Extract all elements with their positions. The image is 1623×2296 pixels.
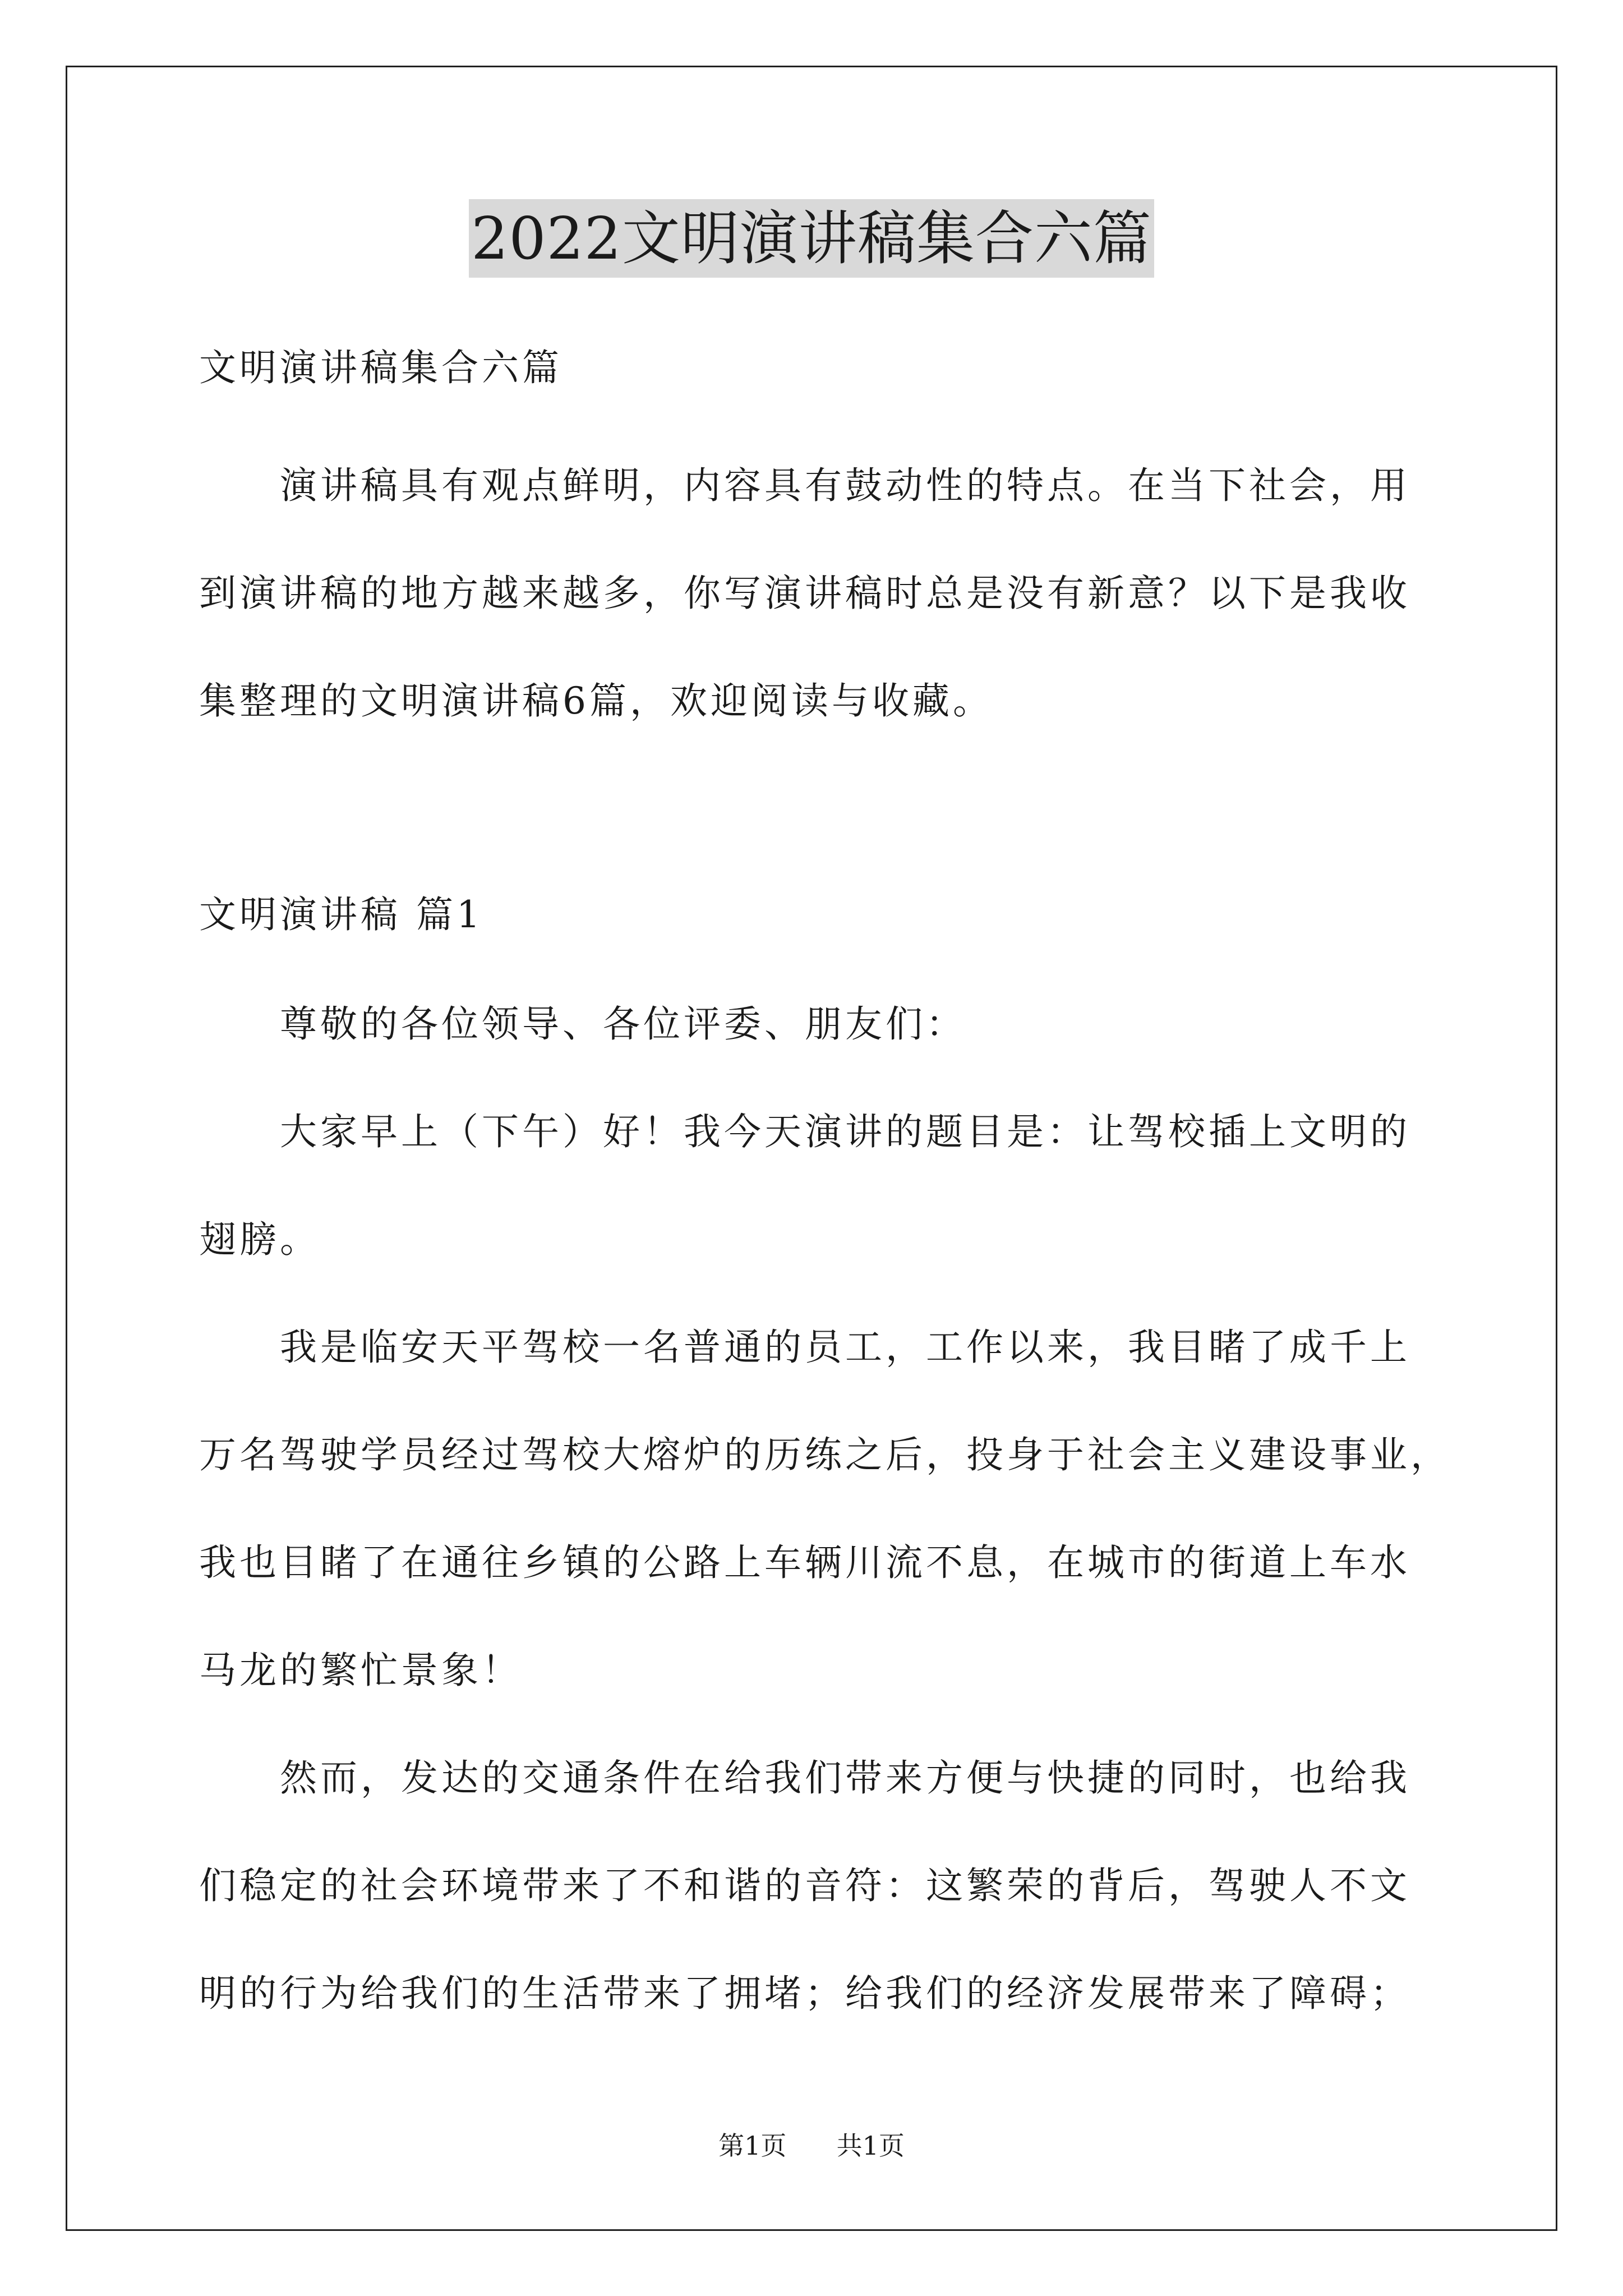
intro-paragraph (199, 432, 1450, 755)
body-line: 大家早上（下午）好！我今天演讲的题目是：让驾校插上文明的 (199, 1110, 1410, 1153)
body-line: 翅膀。 (199, 1218, 320, 1261)
page-number-total: 共1页 (836, 2131, 905, 2161)
subtitle-text: 文明演讲稿集合六篇 (199, 346, 562, 389)
page-number-current: 第1页 (718, 2131, 787, 2161)
section-heading-text: 文明演讲稿 篇1 (199, 893, 483, 936)
document-subtitle (199, 314, 1450, 422)
section-heading (199, 861, 1450, 969)
body-line: 我也目睹了在通往乡镇的公路上车辆川流不息，在城市的街道上车水 (199, 1541, 1410, 1584)
body-line: 明的行为给我们的生活带来了拥堵；给我们的经济发展带来了障碍； (199, 1972, 1410, 2015)
title-container (0, 199, 1623, 278)
body-line: 然而，发达的交通条件在给我们带来方便与快捷的同时，也给我 (199, 1756, 1410, 1800)
intro-line: 演讲稿具有观点鲜明，内容具有鼓动性的特点。在当下社会，用 (199, 464, 1410, 507)
body-line: 们稳定的社会环境带来了不和谐的音符：这繁荣的背后，驾驶人不文 (199, 1864, 1410, 1907)
body-line: 马龙的繁忙景象！ (199, 1649, 522, 1692)
body-line: 万名驾驶学员经过驾校大熔炉的历练之后，投身于社会主义建设事业， (199, 1433, 1451, 1476)
body-line: 尊敬的各位领导、各位评委、朋友们： (199, 1002, 966, 1046)
intro-line: 到演讲稿的地方越来越多，你写演讲稿时总是没有新意？以下是我收 (199, 572, 1410, 615)
body-line: 我是临安天平驾校一名普通的员工，工作以来，我目睹了成千上 (199, 1326, 1410, 1369)
document-title: 2022文明演讲稿集合六篇 (469, 199, 1154, 278)
section-body (199, 970, 1450, 2047)
intro-line: 集整理的文明演讲稿6篇，欢迎阅读与收藏。 (199, 679, 993, 723)
page-footer (0, 2129, 1623, 2162)
